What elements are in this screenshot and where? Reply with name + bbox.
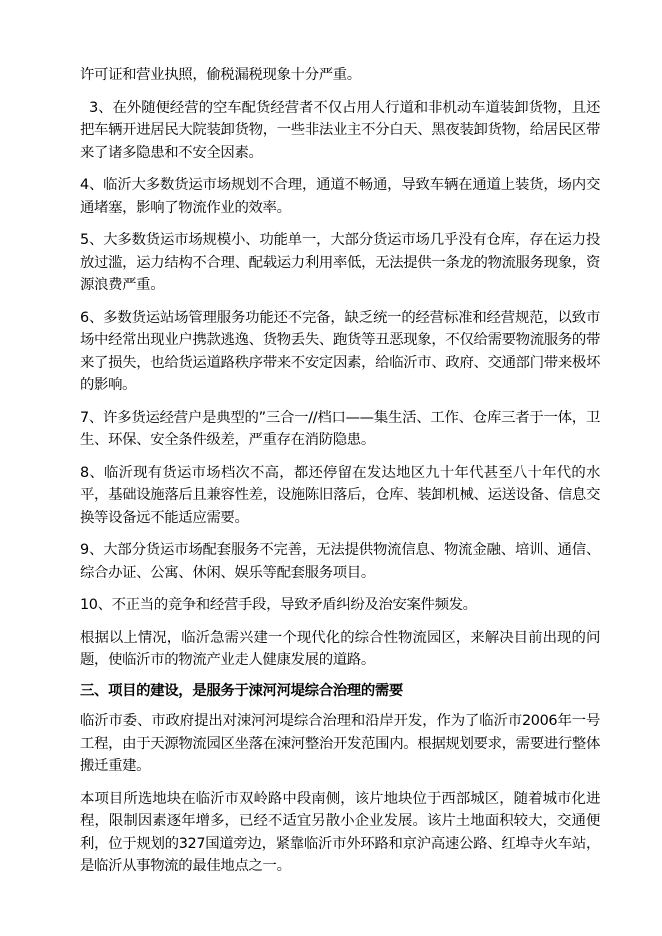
paragraph-item-4: 4、临沂大多数货运市场规划不合理，通道不畅通，导致车辆在通道上装货，场内交通堵塞，影响了物流作业的效率。 (80, 177, 600, 216)
paragraph-item-7: 7、许多货运经营户是典型的”三合一//档口——集生活、工作、仓库三者于一体，卫生、环保、安全条件级差，严重存在消防隐患。 (80, 409, 600, 448)
paragraph-conclusion: 根据以上情况，临沂急需兴建一个现代化的综合性物流园区，来解决目前出现的问题，使临沂市的物流产业走人健康发展的道路。 (80, 629, 600, 668)
section-heading-3: 三、项目的建设，是服务于涑河河堤综合治理的需要 (80, 682, 403, 699)
paragraph-tax-evasion: 许可证和营业执照，偷税漏税现象十分严重。 (80, 67, 361, 83)
paragraph-item-8: 8、临沂现有货运市场档次不高，都还停留在发达地区九十年代甚至八十年代的水平，基础设施落后且兼容性差，设施陈旧落后，仓库、装卸机械、运送设备、信息交换等设备远不能适应需要。 (80, 464, 600, 526)
paragraph-item-10: 10、不正当的竞争和经营手段，导致矛盾纠纷及治安案件频发。 (80, 597, 477, 613)
document-page (80, 64, 600, 878)
paragraph-item-6: 6、多数货运站场管理服务功能还不完备，缺乏统一的经营标准和经营规范，以致市场中经常出现业户携款逃逸、货物丢失、跑货等丑恶现象，不仅给需要物流服务的带来了损失，也给货运道路秩序带来不安定因素，给临沂市、政府、交通部门带来极坏的影响。 (80, 309, 600, 393)
paragraph-item-5: 5、大多数货运市场规模小、功能单一，大部分货运市场几乎没有仓库，存在运力投放过滥，运力结构不合理、配载运力利用率低，无法提供一条龙的物流服务现象，资源浪费严重。 (80, 232, 600, 293)
paragraph-item-9: 9、大部分货运市场配套服务不完善，无法提供物流信息、物流金融、培训、通信、综合办证、公寓、休闲、娱乐等配套服务项目。 (80, 542, 600, 581)
paragraph-shuhe-governance: 临沂市委、市政府提出对涑河河堤综合治理和沿岸开发，作为了临沂市2006年一号工程，由于天源物流园区坐落在涑河整治开发范围内。根据规划要求，需要进行整体搬迁重建。 (80, 713, 600, 774)
paragraph-item-3: 3、在外随便经营的空车配货经营者不仅占用人行道和非机动车道装卸货物，且还把车辆开进居民大院装卸货物，一些非法业主不分白天、黑夜装卸货物，给居民区带来了诸多隐患和不安全因素。 (80, 99, 600, 161)
paragraph-site-selection: 本项目所选地块在临沂市双岭路中段南侧，该片地块位于西部城区，随着城市化进程，限制因素逐年增多，已经不适宜另散小企业发展。该片土地面积较大，交通便利，位于规划的327国道旁边，紧靠临沂市外环路和京沪高速公路、红埠寺火车站，是临沂从事物流的最佳地点之一。 (80, 790, 600, 874)
